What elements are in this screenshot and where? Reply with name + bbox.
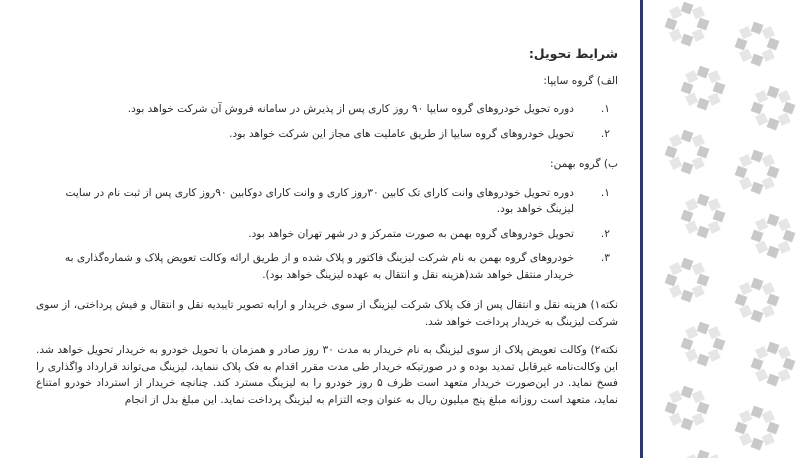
list-item-number: ۱.	[600, 186, 610, 199]
list-item	[36, 250, 618, 283]
rosette-shape	[751, 86, 796, 131]
list-item	[36, 185, 618, 218]
list-item-text: دوره تحویل خودروهای گروه سایپا ۹۰ روز کاری پس از پذیرش در سامانه فروش آن شرکت خواهد بود.	[127, 103, 574, 115]
group-b-heading: ب) گروه بهمن:	[550, 158, 618, 170]
rosette-shape	[681, 66, 726, 111]
group-b-list	[36, 185, 618, 284]
note-1: نکته۱) هزینه نقل و انتقال پس از فک پلاک شرکت لیزینگ از سوی خریدار و ارایه تصویر تاییدیه نقل و انتقال و فیش پرداختی، از سوی شرکت لیزینگ به خریدار پرداخت خواهد شد.	[36, 299, 618, 328]
list-item-text: خودروهای گروه بهمن به نام شرکت لیزینگ فاکتور و پلاک شده و از طریق ارائه وکالت تعویض پلاک و شماره‌گذاری به خریدار منتقل خواهد شد(هزینه نقل و انتقال به عهده لیزینگ خواهد بود).	[64, 252, 574, 281]
group-a-list	[36, 101, 618, 142]
rosette-shape	[751, 214, 796, 259]
rosette-shape	[681, 194, 726, 239]
list-item-number: ۳.	[600, 252, 610, 264]
list-item-number: ۲.	[600, 227, 610, 240]
list-item	[36, 226, 618, 243]
rosette-shape	[735, 22, 780, 67]
rosette-shape	[735, 150, 780, 195]
list-item-number: ۲.	[600, 127, 610, 140]
rosette-shape	[735, 406, 780, 451]
rosette-shape	[681, 450, 726, 458]
list-item-number: ۱.	[600, 103, 610, 115]
rosette-shape	[735, 278, 780, 323]
rosette-shape	[681, 322, 726, 367]
list-item-text: تحویل خودروهای گروه سایپا از طریق عاملیت های مجاز این شرکت خواهد بود.	[229, 127, 574, 140]
rosette-shape	[665, 130, 710, 175]
rosette-shape	[665, 2, 710, 47]
rosette-shape	[751, 342, 796, 387]
group-a-heading: الف) گروه سایپا:	[543, 74, 618, 87]
list-item-text: دوره تحویل خودروهای وانت کارای تک کابین ۳۰روز کاری و وانت کارای دوکابین ۹۰روز کاری پس از ثبت نام در سایت لیزینگ خواهد بود.	[65, 186, 574, 215]
document-body	[36, 36, 618, 420]
pattern-graphic	[643, 0, 800, 458]
note-2: نکته۲) وکالت تعویض پلاک از سوی لیزینگ به نام خریدار به مدت ۳۰ روز صادر و همزمان با تحویل خودرو به خریدار تحویل خواهد شد. این وکالت‌نامه غیرقابل تمدید بوده و در صورتیکه خریدار طی مدت مقرر اقدام به فک پلاک ننماید، لیزینگ می‌تواند قرارداد واگذاری را فسخ نماید. در این‌صورت خریدار متعهد است ظرف ۵ روز خودرو را به لیزینگ مسترد کند. چنانچه خریدار از استرداد خودرو امتناع نماید، متعهد است روزانه مبلغ پنج میلیون ریال به عنوان وجه التزام به لیزینگ پرداخت نماید. این مبلغ بدل از انجام	[36, 344, 618, 406]
decorative-pattern	[643, 0, 800, 458]
list-item	[36, 101, 618, 118]
list-item-text: تحویل خودروهای گروه بهمن به صورت متمرکز و در شهر تهران خواهد بود.	[248, 227, 574, 240]
rosette-shape	[665, 258, 710, 303]
section-title: شرایط تحویل:	[528, 46, 618, 61]
rosette-shape	[665, 386, 710, 431]
list-item	[36, 126, 618, 143]
